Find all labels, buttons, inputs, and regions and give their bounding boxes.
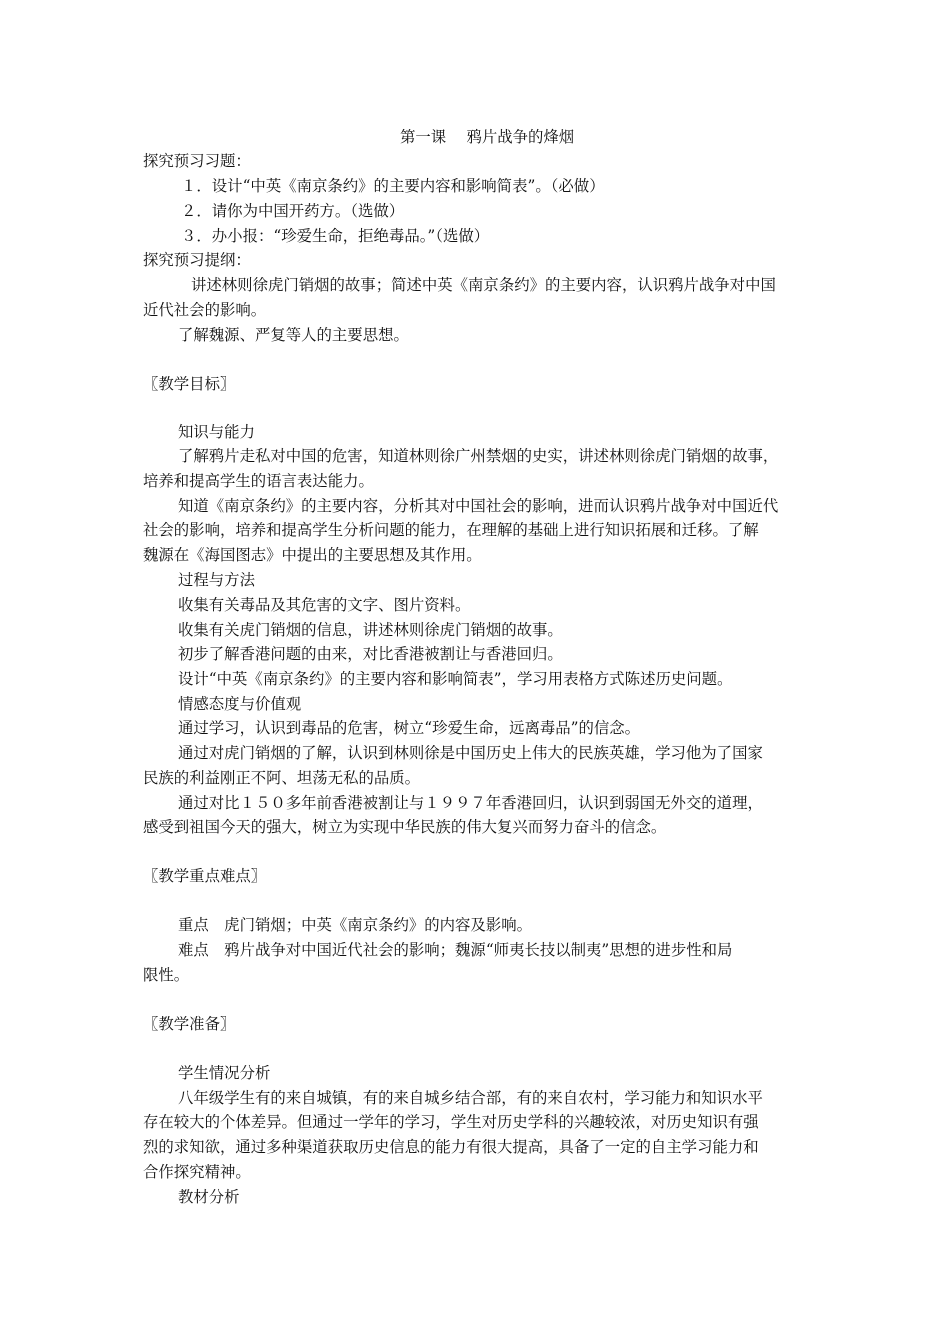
knowledge-line: 知道《南京条约》的主要内容，分析其对中国社会的影响，进而认识鸦片战争对中国近代 bbox=[178, 497, 779, 515]
values-line: 民族的利益刚正不阿、坦荡无私的品质。 bbox=[143, 769, 421, 787]
knowledge-line: 社会的影响，培养和提高学生分析问题的能力，在理解的基础上进行知识拓展和迁移。了解 bbox=[143, 521, 759, 539]
student-analysis-line: 合作探究精神。 bbox=[143, 1163, 251, 1181]
values-line: 通过对虎门销烟的了解，认识到林则徐是中国历史上伟大的民族英雄，学习他为了国家 bbox=[178, 744, 763, 762]
student-analysis-line: 存在较大的个体差异。但通过一学年的学习，学生对历史学科的兴趣较浓，对历史知识有强 bbox=[143, 1113, 759, 1131]
exercise-item-3: ３．办小报：“珍爱生命，拒绝毒品。”（选做） bbox=[181, 227, 490, 245]
knowledge-line: 培养和提高学生的语言表达能力。 bbox=[143, 472, 374, 490]
preview-outline-heading: 探究预习提纲： bbox=[143, 251, 251, 269]
values-subheading: 情感态度与价值观 bbox=[178, 695, 302, 713]
knowledge-line: 了解鸦片走私对中国的危害，知道林则徐广州禁烟的史实，讲述林则徐虎门销烟的故事， bbox=[178, 447, 779, 465]
knowledge-subheading: 知识与能力 bbox=[178, 423, 255, 441]
exercise-item-1: １．设计“中英《南京条约》的主要内容和影响简表”。（必做） bbox=[181, 177, 605, 195]
values-line: 感受到祖国今天的强大，树立为实现中华民族的伟大复兴而努力奋斗的信念。 bbox=[143, 818, 667, 836]
outline-line: 讲述林则徐虎门销烟的故事；简述中英《南京条约》的主要内容，认识鸦片战争对中国 bbox=[191, 276, 776, 294]
preview-exercises-heading: 探究预习习题： bbox=[143, 152, 251, 170]
key-point-line: 难点 鸦片战争对中国近代社会的影响；魏源“师夷长技以制夷”思想的进步性和局 bbox=[178, 941, 733, 959]
student-analysis-line: 烈的求知欲，通过多种渠道获取历史信息的能力有很大提高，具备了一定的自主学习能力和 bbox=[143, 1138, 759, 1156]
outline-line: 了解魏源、严复等人的主要思想。 bbox=[178, 326, 409, 344]
process-line: 收集有关虎门销烟的信息，讲述林则徐虎门销烟的故事。 bbox=[178, 621, 563, 639]
objectives-heading: 〖教学目标〗 bbox=[143, 375, 236, 393]
outline-line: 近代社会的影响。 bbox=[143, 301, 267, 319]
knowledge-line: 魏源在《海国图志》中提出的主要思想及其作用。 bbox=[143, 546, 482, 564]
values-line: 通过对比１５０多年前香港被割让与１９９７年香港回归，认识到弱国无外交的道理， bbox=[178, 794, 763, 812]
process-line: 收集有关毒品及其危害的文字、图片资料。 bbox=[178, 596, 471, 614]
values-line: 通过学习，认识到毒品的危害，树立“珍爱生命，远离毒品”的信念。 bbox=[178, 719, 641, 737]
exercise-item-2: ２．请你为中国开药方。（选做） bbox=[181, 202, 405, 220]
student-analysis-line: 八年级学生有的来自城镇，有的来自城乡结合部，有的来自农村，学习能力和知识水平 bbox=[178, 1089, 763, 1107]
material-analysis-subheading: 教材分析 bbox=[178, 1188, 240, 1206]
process-subheading: 过程与方法 bbox=[178, 571, 255, 589]
preparation-heading: 〖教学准备〗 bbox=[143, 1015, 236, 1033]
key-point-line: 重点 虎门销烟；中英《南京条约》的内容及影响。 bbox=[178, 916, 532, 934]
key-points-heading: 〖教学重点难点〗 bbox=[143, 867, 267, 885]
process-line: 初步了解香港问题的由来，对比香港被割让与香港回归。 bbox=[178, 645, 563, 663]
key-point-line: 限性。 bbox=[143, 966, 190, 984]
lesson-title: 第一课 鸦片战争的烽烟 bbox=[400, 128, 575, 146]
student-analysis-subheading: 学生情况分析 bbox=[178, 1064, 271, 1082]
process-line: 设计“中英《南京条约》的主要内容和影响简表”，学习用表格方式陈述历史问题。 bbox=[178, 670, 733, 688]
